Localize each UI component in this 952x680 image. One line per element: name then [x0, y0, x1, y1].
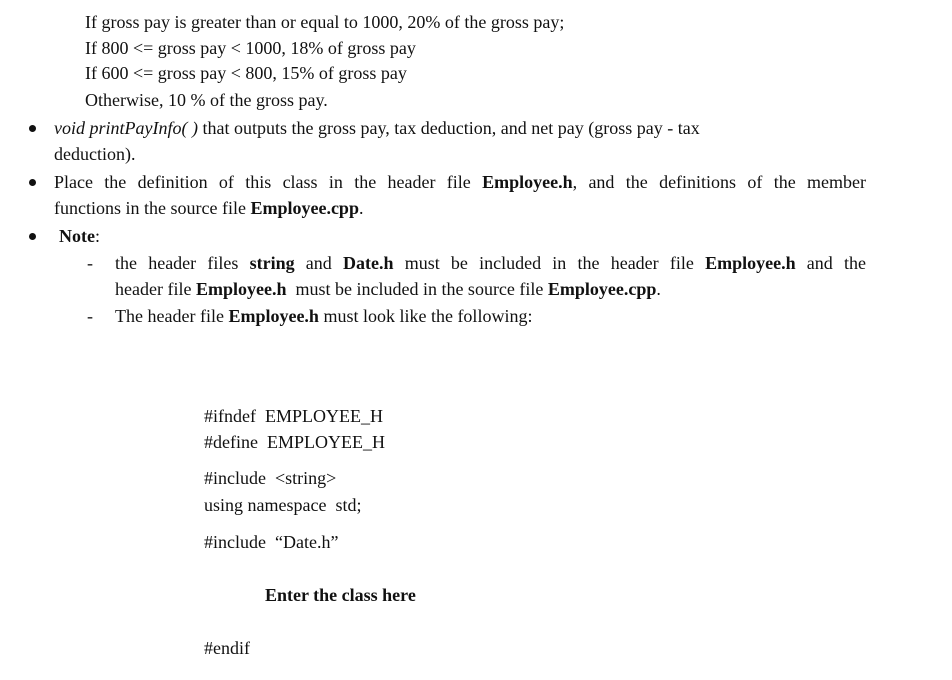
dash-marker: -: [87, 253, 93, 273]
tax-rule-4: Otherwise, 10 % of the gross pay.: [85, 90, 328, 110]
bullet-dot: [29, 125, 36, 132]
bullet-dot: [29, 233, 36, 240]
bullet1-line1: [54, 116, 700, 140]
tax-rule-1: If gross pay is greater than or equal to 1000, 20% of the gross pay;: [85, 12, 565, 32]
note1-line2: header file Employee.h must be included in the source file Employee.cpp.: [115, 279, 661, 299]
bullet2-line2: functions in the source file Employee.cpp.: [54, 198, 364, 218]
filename: Employee.cpp: [250, 198, 359, 218]
code-using-namespace: using namespace std;: [204, 495, 362, 515]
bullet-dot: [29, 179, 36, 186]
tax-rule-2: If 800 <= gross pay < 1000, 18% of gross pay: [85, 38, 416, 58]
code-define: #define EMPLOYEE_H: [204, 432, 385, 452]
code-include-string: #include <string>: [204, 468, 337, 488]
class-placeholder: Enter the class here: [265, 585, 416, 605]
bullet1-line2: deduction).: [54, 144, 136, 164]
bullet1-text: that outputs the gross pay, tax deduction, and net pay (gross pay - tax: [197, 118, 700, 138]
bullet2-line1: Place the definition of this class in the header file Employee.h, and the definitions of the member: [54, 172, 866, 192]
code-endif: #endif: [204, 638, 250, 658]
method-name: void printPayInfo( ): [54, 118, 198, 138]
dash-marker: -: [87, 306, 93, 326]
note-label: Note:: [59, 226, 100, 246]
note2-line: The header file Employee.h must look like the following:: [115, 306, 533, 326]
code-ifndef: #ifndef EMPLOYEE_H: [204, 406, 383, 426]
filename: Employee.h: [482, 172, 573, 192]
code-include-date: #include “Date.h”: [204, 532, 339, 552]
note1-line1: the header files string and Date.h must be included in the header file Employee.h and the: [115, 253, 866, 273]
tax-rule-3: If 600 <= gross pay < 800, 15% of gross pay: [85, 63, 407, 83]
